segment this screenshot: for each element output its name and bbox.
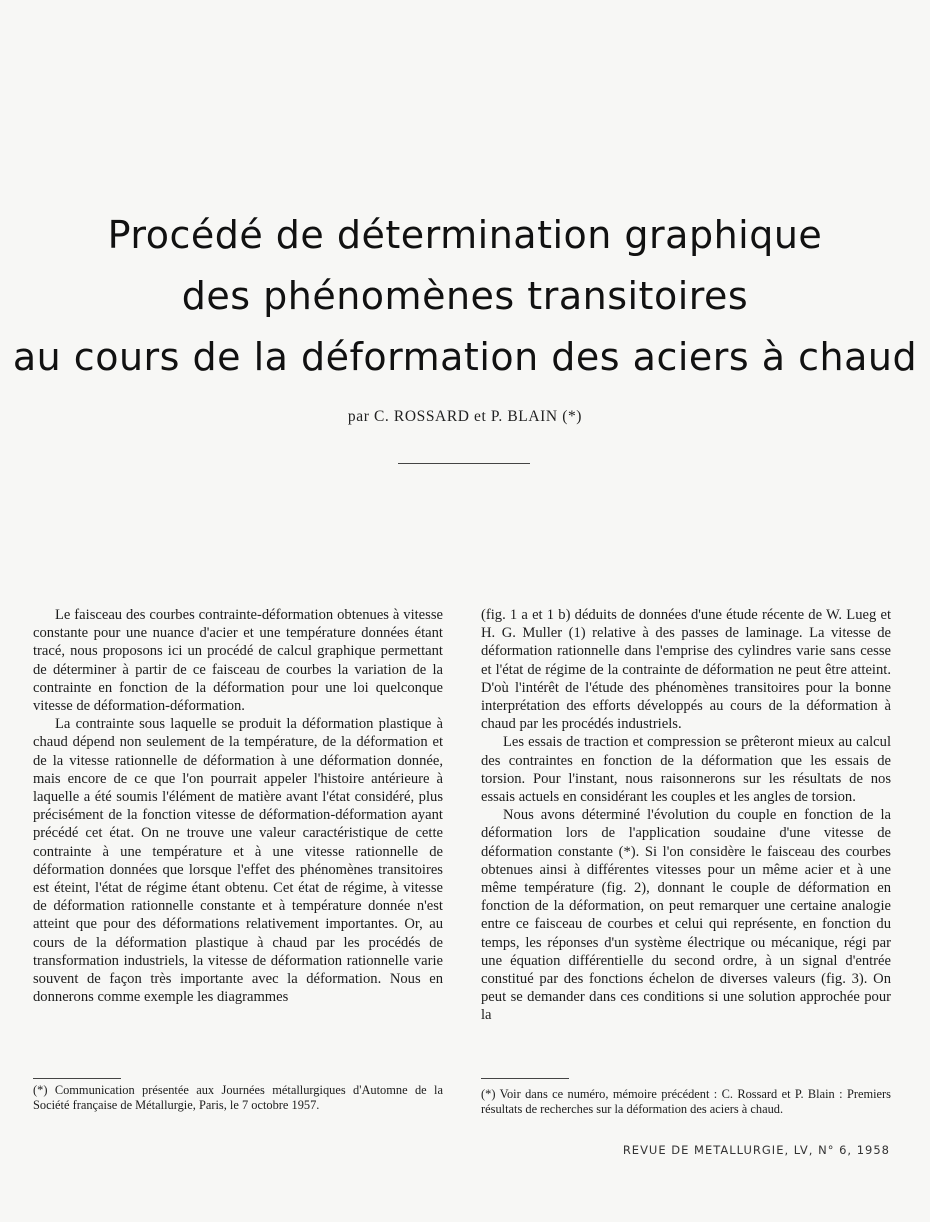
left-column: [33, 606, 443, 1006]
right-column: [481, 606, 891, 1025]
footnote-right: (*) Voir dans ce numéro, mémoire précédent : C. Rossard et P. Blain : Premiers résultats de recherches sur la déformation des aciers à chaud.: [481, 1087, 891, 1116]
journal-footer: REVUE DE METALLURGIE, LV, N° 6, 1958: [622, 1143, 890, 1157]
article-title: [0, 205, 930, 388]
right-paragraph-1: (fig. 1 a et 1 b) déduits de données d'une étude récente de W. Lueg et H. G. Muller (1) relative à des passes de laminage. La vitesse de déformation rationnelle dans l'emprise des cylindres varie sans cesse et l'état de régime de la contrainte de déformation ne peut être atteint. D'où l'intérêt de l'étude des phénomènes transitoires pour la bonne interprétation des efforts développés au cours de la déformation à chaud par les procédés industriels.: [481, 607, 891, 733]
left-paragraph-1: Le faisceau des courbes contrainte-déformation obtenues à vitesse constante pour une nuance d'acier et une température données étant tracé, nous proposons ici un procédé de calcul graphique permettant de déterminer à partir de ce faisceau de courbes la variation de la contrainte en fonction de la déformation pour une loi quelconque vitesse de déformation-déformation.: [33, 607, 443, 715]
title-line-1: Procédé de détermination graphique: [107, 213, 823, 257]
footnote-divider-right: [481, 1078, 569, 1079]
left-paragraph-2: La contrainte sous laquelle se produit la déformation plastique à chaud dépend non seulement de la température, de la déformation et de la vitesse rationnelle de déformation à une déformation donnée, mais encore de ce que l'on pourrait appeler l'histoire antérieure à laquelle a été soumis l'élément de matière avant l'état considéré, plus précisément de la fonction vitesse de déformation-déformation ayant précédé cet état. On ne trouve une valeur caractéristique de cette contrainte à une température et à une vitesse rationnelle de déformation données que lorsque l'effet des phénomènes transitoires est éteint, l'état de régime étant obtenu. Cet état de régime, à vitesse de déformation rationnelle constante et à température donnée n'est atteint que pour des déformations relativement importantes. Or, au cours de la déformation plastique à chaud par les procédés de transformation industriels, la vitesse de déformation rationnelle varie souvent de façon très importante avec la déformation. Nous en donnerons comme exemple les diagrammes: [33, 716, 443, 1006]
footnote-divider-left: [33, 1078, 121, 1079]
title-divider: [398, 463, 530, 464]
author-byline: par C. ROSSARD et P. BLAIN (*): [347, 408, 583, 425]
title-line-3: au cours de la déformation des aciers à chaud: [12, 335, 918, 379]
right-paragraph-3: Nous avons déterminé l'évolution du couple en fonction de la déformation lors de l'application soudaine d'une vitesse de déformation constante (*). Si l'on considère le faisceau des courbes obtenues ainsi à différentes vitesses pour un même acier et à une même température (fig. 2), donnant le couple de déformation en fonction de la déformation, on peut remarquer une certaine analogie entre ce faisceau de courbes et celui qui représente, en fonction du temps, les réponses d'un système électrique ou mécanique, régi par une équation différentielle du second ordre, à un signal d'entrée constitué par des fonctions échelon de diverses valeurs (fig. 3). On peut se demander dans ces conditions si une solution approchée pour la: [481, 807, 891, 1024]
right-paragraph-2: Les essais de traction et compression se prêteront mieux au calcul des contraintes en fonction de la déformation que les essais de torsion. Pour l'instant, nous raisonnerons sur les résultats de nos essais actuels en considérant les couples et les angles de torsion.: [481, 734, 891, 806]
footnote-left: (*) Communication présentée aux Journées métallurgiques d'Automne de la Société française de Métallurgie, Paris, le 7 octobre 1957.: [33, 1083, 443, 1112]
title-line-2: des phénomènes transitoires: [181, 274, 749, 318]
